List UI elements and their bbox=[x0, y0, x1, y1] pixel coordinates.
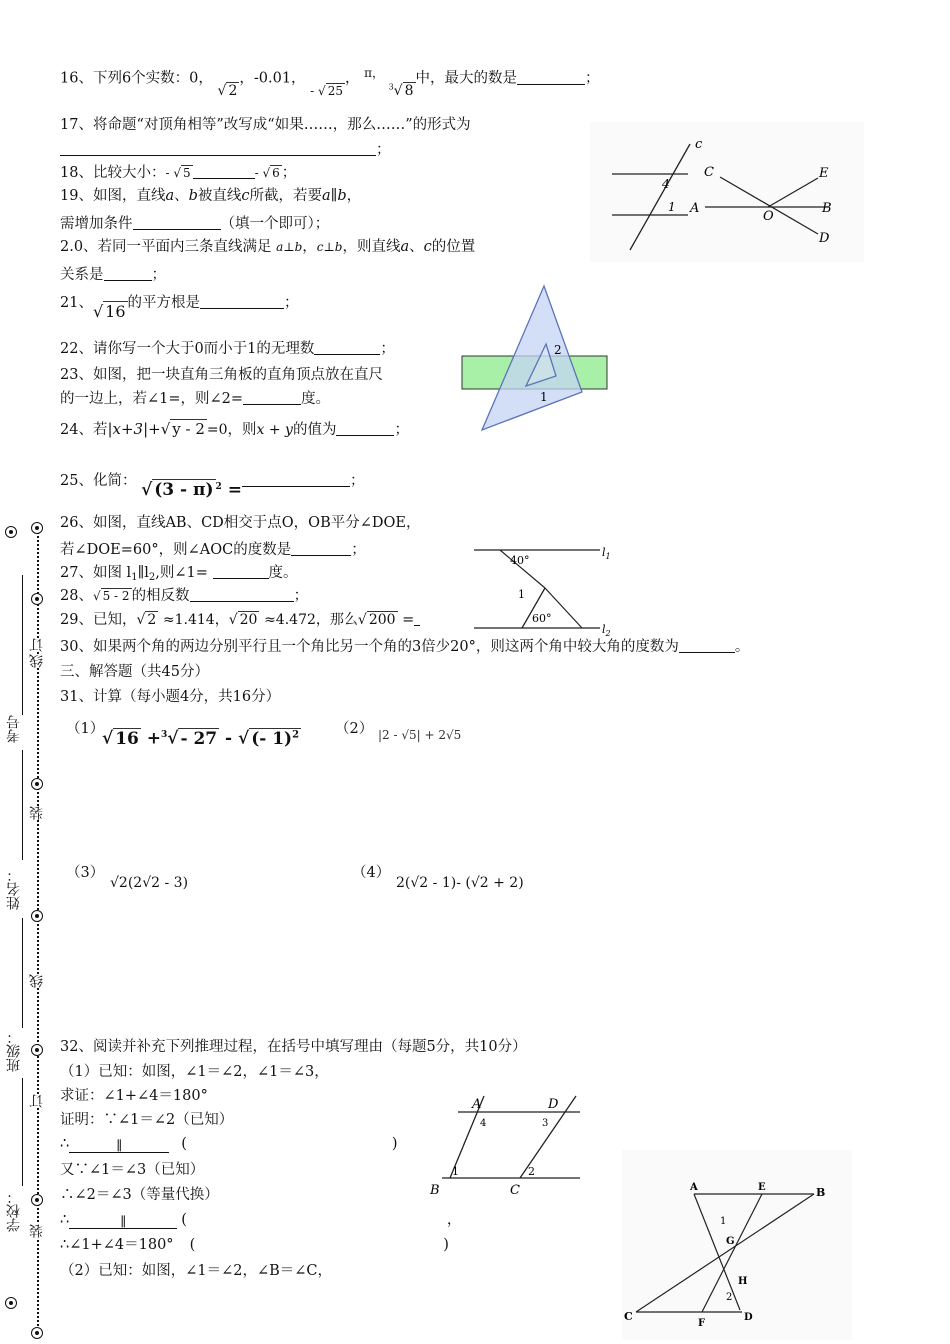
svg-text:E: E bbox=[819, 166, 829, 181]
question-21: 21、√ 16 的平方根是 ； bbox=[60, 295, 299, 321]
label-banji: 班级： bbox=[6, 1030, 22, 1072]
q32-line3: 证明：∵∠1＝∠2（已知） bbox=[60, 1112, 234, 1128]
svg-text:1: 1 bbox=[452, 1165, 459, 1178]
label-xingming: 姓名： bbox=[6, 868, 22, 910]
svg-text:1: 1 bbox=[518, 588, 525, 601]
q32-line9: （2）已知：如图，∠1＝∠2，∠B＝∠C， bbox=[60, 1263, 333, 1279]
svg-text:2: 2 bbox=[554, 343, 562, 357]
binding-mark-zhuang: 装 bbox=[29, 1224, 45, 1238]
svg-text:C: C bbox=[624, 1310, 633, 1323]
answer-blank[interactable] bbox=[60, 141, 376, 156]
svg-text:C: C bbox=[510, 1183, 520, 1198]
q32-line2: 求证：∠1+∠4＝180° bbox=[60, 1088, 208, 1104]
svg-text:4: 4 bbox=[480, 1118, 487, 1129]
q32-line7: ∴ ∥ ( ， bbox=[60, 1212, 462, 1230]
q31-part4-expr: 2(√2 - 1)- (√2 + 2) bbox=[396, 875, 524, 891]
svg-text:1: 1 bbox=[540, 390, 548, 404]
answer-blank[interactable] bbox=[291, 541, 351, 556]
answer-blank[interactable] bbox=[314, 340, 380, 355]
label-kaohao: 考号 bbox=[6, 715, 22, 743]
cbrt8: $^3$√ 8 bbox=[388, 82, 414, 99]
binding-mark-zhuang: 装 bbox=[29, 806, 45, 820]
question-23: 23、如图，把一块直角三角板的直角顶点放在直尺 bbox=[60, 367, 383, 383]
question-30: 30、如果两个角的两边分别平行且一个角比另一个角的3倍少20°，则这两个角中较大角的度数为 。 bbox=[60, 639, 750, 655]
svg-text:D: D bbox=[548, 1097, 559, 1112]
answer-blank[interactable] bbox=[200, 294, 284, 309]
dotline-marker-icon bbox=[31, 1044, 43, 1056]
svg-text:2: 2 bbox=[726, 1292, 733, 1303]
answer-blank[interactable] bbox=[243, 390, 301, 405]
question-25: 25、化简： √ (3 - π) $^2$ = ； bbox=[60, 473, 365, 500]
binding-mark-xian: 线 bbox=[29, 974, 45, 988]
svg-text:B: B bbox=[822, 201, 832, 216]
svg-text:B: B bbox=[816, 1186, 826, 1199]
svg-text:4: 4 bbox=[662, 177, 670, 191]
svg-text:A: A bbox=[690, 201, 700, 216]
section-heading: 三、解答题（共45分） bbox=[60, 664, 209, 680]
dotline-marker-icon bbox=[31, 778, 43, 790]
svg-text:B: B bbox=[430, 1183, 440, 1198]
q31-part2-label: （2） bbox=[335, 721, 374, 737]
svg-text:H: H bbox=[738, 1276, 748, 1287]
label-xuexiao: 学校： bbox=[6, 1190, 22, 1232]
q31-part3-label: （3） bbox=[66, 865, 105, 881]
svg-text:40°: 40° bbox=[510, 554, 530, 567]
question-29: 29、已知，√ 2 ≈1.414，√ 20 ≈4.472，那么√ 200 = bbox=[60, 611, 420, 629]
sqrt2: √ 2 bbox=[217, 82, 238, 99]
binding-mark-ding: 订 bbox=[29, 638, 45, 652]
dotline-marker-icon bbox=[31, 910, 43, 922]
question-19-line2: 需增加条件 （填一个即可）； bbox=[60, 216, 330, 232]
svg-text:E: E bbox=[758, 1182, 766, 1193]
question-22: 22、请你写一个大于0而小于1的无理数 ； bbox=[60, 341, 395, 357]
answer-blank[interactable] bbox=[242, 472, 350, 487]
question-19: 19、如图，直线a、b被直线c所截，若要a∥b， bbox=[60, 188, 362, 204]
svg-text:A: A bbox=[690, 1182, 698, 1193]
svg-text:l2: $l_2$ bbox=[602, 623, 611, 636]
svg-text:O: O bbox=[763, 209, 774, 224]
question-23-line2: 的一边上，若∠1=，则∠2= 度。 bbox=[60, 391, 331, 407]
figure-q32-1 bbox=[428, 1092, 584, 1200]
fill-blank[interactable]: ∥ bbox=[69, 1214, 177, 1229]
figure-q27 bbox=[470, 540, 620, 636]
svg-text:F: F bbox=[698, 1318, 706, 1329]
field-line bbox=[22, 1078, 23, 1186]
svg-text:C: C bbox=[704, 165, 714, 180]
question-26-line2: 若∠DOE=60°，则∠AOC的度数是 ； bbox=[60, 542, 366, 558]
answer-blank[interactable] bbox=[517, 70, 585, 85]
q31-part3-expr: √2(2√2 - 3) bbox=[110, 875, 189, 891]
svg-text:1: 1 bbox=[720, 1216, 727, 1227]
answer-blank[interactable] bbox=[104, 266, 152, 281]
dotline-marker-icon bbox=[31, 1327, 43, 1339]
binding-hole-icon bbox=[5, 526, 17, 538]
answer-blank[interactable] bbox=[190, 587, 294, 602]
question-20-line2: 关系是 ； bbox=[60, 267, 166, 283]
question-28: 28、√ 5 - 2 的相反数 ； bbox=[60, 588, 309, 604]
answer-blank[interactable] bbox=[193, 164, 255, 179]
field-line bbox=[22, 575, 23, 715]
svg-text:60°: 60° bbox=[532, 612, 552, 625]
question-24: 24、若|x+3|+√ y - 2 =0，则x + y的值为 ； bbox=[60, 420, 409, 438]
q31-part1-label: （1） bbox=[66, 721, 105, 737]
fill-blank[interactable]: ∥ bbox=[69, 1138, 169, 1153]
question-16: 16、下列6个实数：0， √ 2，-0.01， $_{- √ 25}$， $^{\pi,}$ $^3$√ 8中，最大的数是 ； bbox=[60, 65, 600, 99]
question-31-title: 31、计算（每小题4分，共16分） bbox=[60, 689, 281, 705]
field-line bbox=[22, 750, 23, 860]
binding-mark-ding: 订 bbox=[29, 1094, 45, 1108]
question-17-answer: ； bbox=[60, 141, 391, 159]
svg-text:1: 1 bbox=[668, 200, 676, 214]
q32-line6: ∴∠2＝∠3（等量代换） bbox=[60, 1187, 219, 1203]
figure-q23 bbox=[460, 282, 612, 434]
answer-blank[interactable] bbox=[414, 611, 420, 626]
question-27: 27、如图 $l_1\parallel l_2$,则∠1= 度。 bbox=[60, 565, 298, 583]
svg-text:2: 2 bbox=[528, 1165, 535, 1178]
q31-part2-expr: |2 - √5| + 2√5 bbox=[378, 728, 462, 742]
question-17: 17、将命题“对顶角相等”改写成“如果……，那么……”的形式为 bbox=[60, 117, 471, 133]
svg-text:D: D bbox=[819, 231, 830, 246]
binding-mark-xian: 线 bbox=[29, 654, 45, 668]
question-20: 2.0、若同一平面内三条直线满足 a⊥b，c⊥b，则直线a、c的位置 bbox=[60, 239, 476, 255]
dotline-marker-icon bbox=[31, 522, 43, 534]
q31-part4-label: （4） bbox=[352, 865, 391, 881]
q31-part1-expr: √ 16 +$^3$√ - 27 - √ (- 1)$^2$ bbox=[102, 728, 300, 749]
svg-text:3: 3 bbox=[542, 1118, 549, 1129]
dotline-marker-icon bbox=[31, 593, 43, 605]
dotline-marker-icon bbox=[31, 1194, 43, 1206]
q32-line8: ∴∠1+∠4＝180° ( ) bbox=[60, 1237, 449, 1253]
svg-text:l1: $l_1$ bbox=[602, 546, 611, 561]
answer-blank[interactable] bbox=[336, 421, 394, 436]
field-line bbox=[22, 918, 23, 1028]
binding-hole-icon bbox=[5, 1297, 17, 1309]
answer-blank[interactable] bbox=[133, 215, 221, 230]
svg-text:G: G bbox=[726, 1236, 735, 1247]
figure-q19-q26 bbox=[590, 122, 864, 262]
svg-text:D: D bbox=[744, 1312, 753, 1323]
answer-blank[interactable] bbox=[679, 638, 735, 653]
svg-text:A: A bbox=[472, 1097, 482, 1112]
q32-line5: 又∵∠1＝∠3（已知） bbox=[60, 1162, 205, 1178]
neg-sqrt25: - √ 25 bbox=[310, 83, 343, 98]
question-32-title: 32、阅读并补充下列推理过程，在括号中填写理由（每题5分，共10分） bbox=[60, 1039, 527, 1055]
q32-line1: （1）已知：如图，∠1＝∠2，∠1＝∠3， bbox=[60, 1064, 329, 1080]
answer-blank[interactable] bbox=[213, 564, 269, 579]
question-26: 26、如图，直线AB、CD相交于点O，OB平分∠DOE， bbox=[60, 515, 421, 531]
q32-line4: ∴ ∥ ( ) bbox=[60, 1136, 398, 1154]
svg-text:c: c bbox=[695, 137, 703, 152]
figure-q32-2 bbox=[622, 1150, 852, 1340]
question-18: 18、比较大小：- √ 5 - √ 6 ； bbox=[60, 165, 297, 181]
